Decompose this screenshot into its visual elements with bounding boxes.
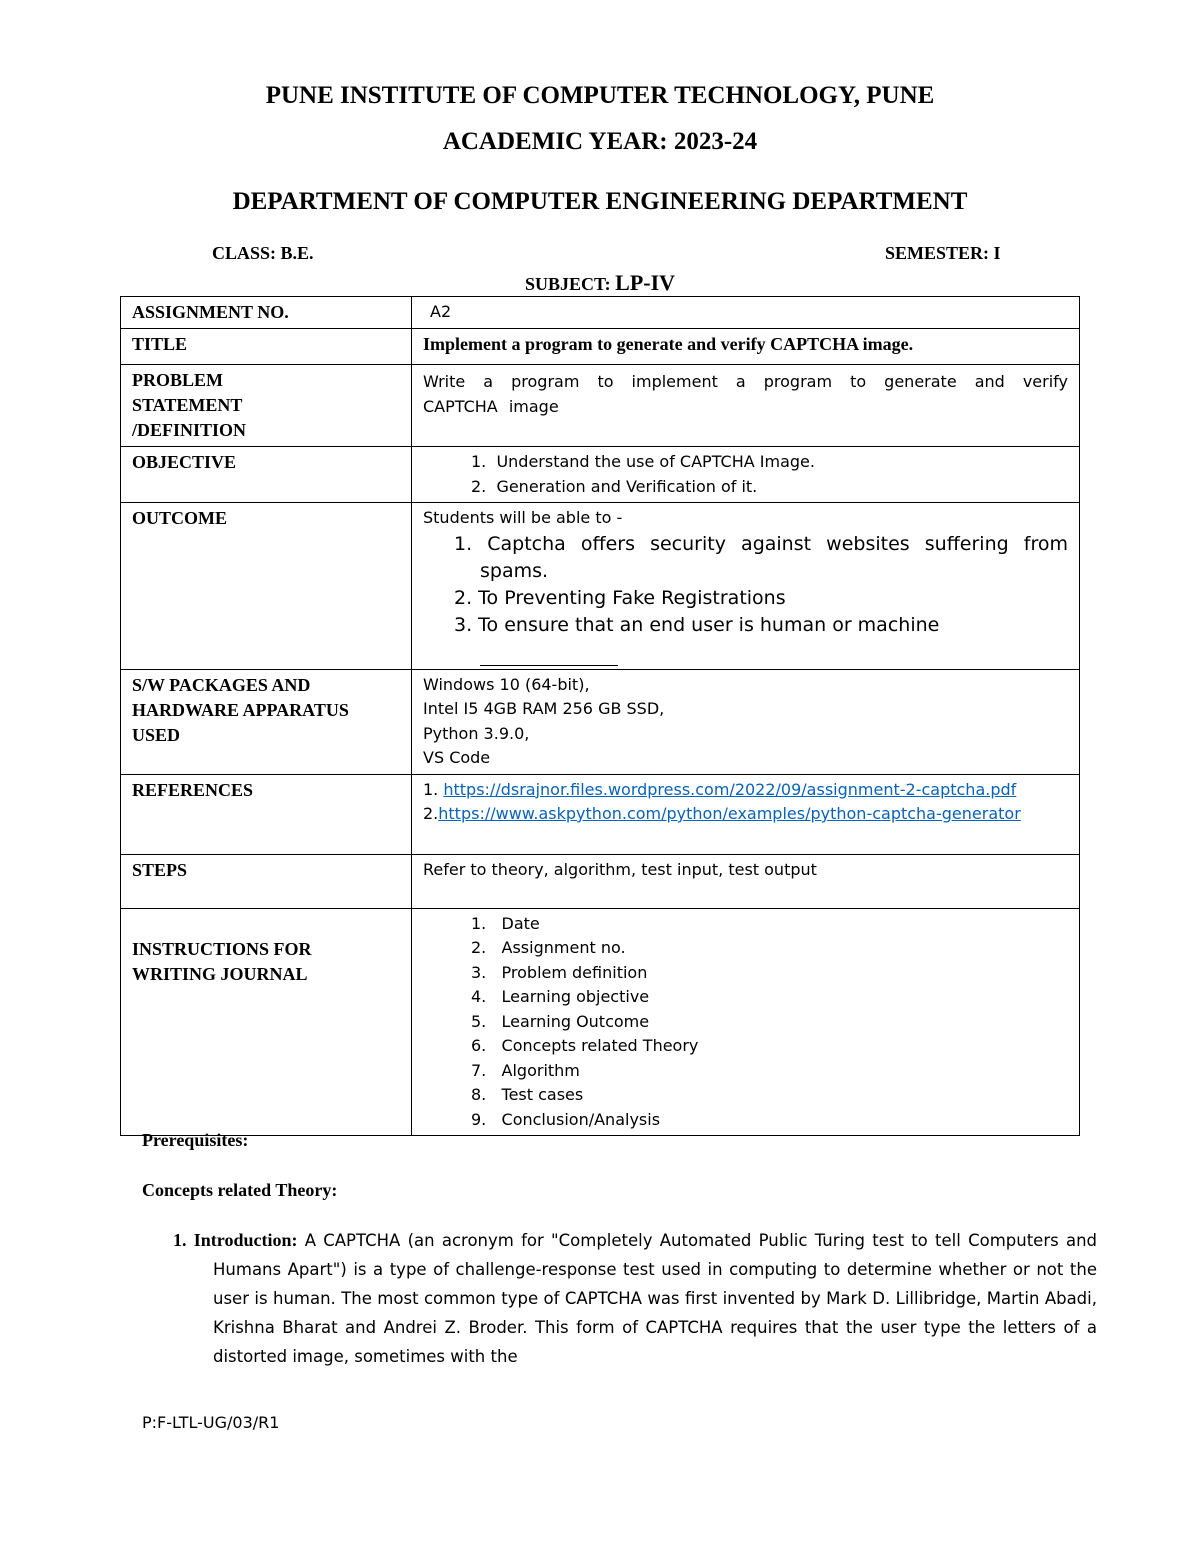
- department-heading: DEPARTMENT OF COMPUTER ENGINEERING DEPARTMENT: [232, 188, 968, 215]
- assignment-table: [120, 296, 1080, 1136]
- table-row-steps: [121, 854, 1080, 908]
- table-row-references: [121, 774, 1080, 854]
- class-label: CLASS: B.E.: [212, 243, 314, 263]
- problem-value: Write a program to implement a program to generate and verify CAPTCHA image: [412, 365, 1080, 447]
- packages-label-line-2: HARDWARE APPARATUS: [132, 699, 349, 720]
- outcome-intro: Students will be able to -: [423, 508, 623, 527]
- reference-2: [423, 802, 1068, 827]
- reference-1-prefix: 1.: [423, 779, 444, 799]
- intro-number: 1.: [173, 1230, 187, 1250]
- objective-item: 2. Generation and Verification of it.: [471, 476, 758, 496]
- title-value: Implement a program to generate and verify CAPTCHA image.: [412, 329, 1080, 365]
- objective-item: 1. Understand the use of CAPTCHA Image.: [471, 452, 815, 471]
- table-row-objective: [121, 447, 1080, 503]
- semester-label: SEMESTER: I: [885, 243, 1001, 263]
- outcome-item-text: 3. To ensure that an end user is human or machine: [454, 613, 940, 636]
- references-label: REFERENCES: [121, 774, 412, 854]
- instructions-value: [412, 908, 1080, 1136]
- packages-label-line-3: USED: [132, 724, 181, 745]
- prerequisites-heading: Prerequisites:: [142, 1130, 249, 1150]
- objective-value: [412, 447, 1080, 503]
- table-row-problem: [121, 365, 1080, 447]
- academic-year-heading: ACADEMIC YEAR: 2023-24: [442, 128, 758, 155]
- instruction-item: 7. Algorithm: [471, 1060, 580, 1080]
- package-line: VS Code: [423, 748, 491, 767]
- reference-2-prefix: 2.: [423, 804, 439, 823]
- concepts-heading: Concepts related Theory:: [142, 1180, 338, 1200]
- subject-label: SUBJECT:: [524, 274, 616, 294]
- reference-1: [423, 778, 1068, 803]
- packages-label: [121, 669, 412, 774]
- subject-line: [0, 270, 1200, 296]
- blank-line: [480, 647, 618, 666]
- footer-code: P:F-LTL-UG/03/R1: [142, 1413, 280, 1432]
- instruction-item: 5. Learning Outcome: [471, 1011, 650, 1031]
- assignment-no-value: A2: [412, 297, 1080, 329]
- reference-2-link[interactable]: https://www.askpython.com/python/examples/python-captcha-generator: [438, 804, 1021, 823]
- assignment-no-label: ASSIGNMENT NO.: [121, 297, 412, 329]
- problem-label-line-1: PROBLEM: [132, 370, 224, 390]
- instructions-label-line-2: WRITING JOURNAL: [132, 963, 308, 984]
- table-row-packages: [121, 669, 1080, 774]
- references-value: [412, 774, 1080, 854]
- outcome-item-3: [423, 612, 1068, 666]
- packages-label-line-1: S/W PACKAGES AND: [132, 674, 311, 695]
- introduction-paragraph: [173, 1226, 1097, 1371]
- title-label: TITLE: [121, 329, 412, 365]
- outcome-value: [412, 503, 1080, 670]
- packages-value: [412, 669, 1080, 774]
- instruction-item: 4. Learning objective: [471, 987, 650, 1006]
- table-row-title: [121, 329, 1080, 365]
- problem-label-line-3: /DEFINITION: [132, 420, 247, 440]
- outcome-item: 2. To Preventing Fake Registrations: [454, 586, 786, 609]
- outcome-label: OUTCOME: [121, 503, 412, 670]
- package-line: Windows 10 (64-bit),: [423, 674, 590, 694]
- instruction-item: 3. Problem definition: [471, 962, 648, 982]
- instruction-item: 6. Concepts related Theory: [471, 1036, 699, 1055]
- institute-heading: PUNE INSTITUTE OF COMPUTER TECHNOLOGY, PUNE: [265, 82, 935, 109]
- instructions-label: [121, 908, 412, 1136]
- intro-text: A CAPTCHA (an acronym for "Completely Automated Public Turing test to tell Computers and Humans Apart") is a type of challenge-response test used in computing to determine whether or not the user is human. The most common type of CAPTCHA was first invented by Mark D. Lillibridge, Martin Abadi, Krishna Bharat and Andrei Z. Broder. This form of CAPTCHA requires that the user type the letters of a distorted image, sometimes with the: [213, 1231, 1097, 1366]
- instruction-item: 2. Assignment no.: [471, 938, 626, 957]
- problem-label: [121, 365, 412, 447]
- instruction-item: 9. Conclusion/Analysis: [471, 1109, 661, 1129]
- outcome-item: 1. Captcha offers security against websites suffering from spams.: [454, 532, 1068, 582]
- intro-label: Introduction:: [193, 1230, 298, 1250]
- package-line: Python 3.9.0,: [423, 723, 530, 743]
- instruction-item: 1. Date: [471, 913, 540, 933]
- table-row-outcome: [121, 503, 1080, 670]
- instructions-label-line-1: INSTRUCTIONS FOR: [132, 938, 312, 959]
- subject-value: LP-IV: [615, 270, 676, 295]
- table-row-instructions: [121, 908, 1080, 1136]
- steps-label: STEPS: [121, 854, 412, 908]
- problem-label-line-2: STATEMENT: [132, 395, 243, 415]
- package-line: Intel I5 4GB RAM 256 GB SSD,: [423, 699, 665, 718]
- steps-value: Refer to theory, algorithm, test input, test output: [412, 854, 1080, 908]
- objective-label: OBJECTIVE: [121, 447, 412, 503]
- reference-1-link[interactable]: https://dsrajnor.files.wordpress.com/2022/09/assignment-2-captcha.pdf: [443, 779, 1017, 799]
- instruction-item: 8. Test cases: [471, 1085, 584, 1104]
- table-row-assignment-no: [121, 297, 1080, 329]
